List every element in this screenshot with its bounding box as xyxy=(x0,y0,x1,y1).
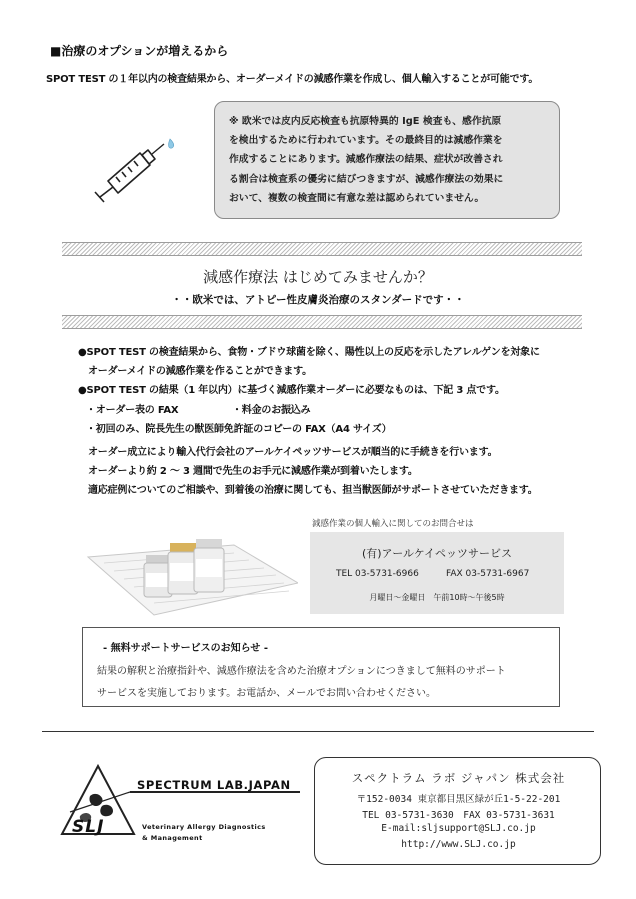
banner-title: 減感作療法 はじめてみませんか？ xyxy=(203,268,433,286)
logo-wordmark: SPECTRUM LAB.JAPAN xyxy=(137,778,291,792)
required-item: ・料金のお振込み xyxy=(232,405,311,416)
section-heading: ■治療のオプションが増えるから xyxy=(50,44,229,58)
syringe-icon xyxy=(92,135,184,203)
intro-text: SPOT TEST の１年以内の検査結果から、オーダーメイドの減感作業を作成し、個人輸入することが可能です。 xyxy=(46,74,539,85)
support-text: サービスを実施しております。お電話か、メールでお問い合わせください。 xyxy=(97,688,436,699)
hatched-divider-top xyxy=(62,242,582,256)
company-address: 〒152-0034 東京都目黒区緑が丘1-5-22-201 xyxy=(356,794,561,805)
note-box xyxy=(214,101,560,219)
contact-company: (有)アールケイペッツサービス xyxy=(361,547,513,560)
support-title: - 無料サポートサービスのお知らせ - xyxy=(103,643,268,654)
contact-fax: FAX 03-5731-6967 xyxy=(446,569,530,579)
footer-divider xyxy=(42,731,594,732)
company-name: スペクトラム ラボ ジャパン 株式会社 xyxy=(351,771,566,785)
company-telfax: TEL 03-5731-3630 FAX 03-5731-3631 xyxy=(362,810,555,821)
logo-tagline: & Management xyxy=(142,834,203,842)
company-email[interactable]: E-mail:sljsupport@SLJ.co.jp xyxy=(381,823,536,834)
contact-caption: 減感作業の個人輸入に関してのお問合せは xyxy=(312,519,474,529)
contact-box xyxy=(310,532,564,614)
company-address-box xyxy=(314,757,601,865)
detail-line: ●SPOT TEST の結果（1 年以内）に基づく減感作業オーダーに必要なものは、下記 3 点です。 xyxy=(78,385,505,396)
detail-line: オーダーメイドの減感作業を作ることができます。 xyxy=(88,366,312,377)
detail-line: オーダー成立により輸入代行会社のアールケイペッツサービスが順当的に手続きを行います。 xyxy=(88,447,498,458)
note-line: 作成することにあります。減感作療法の結果、症状が改善され xyxy=(229,154,503,166)
support-notice-box xyxy=(82,627,560,707)
required-item: ・初回のみ、院長先生の獣医師免許証のコピーの FAX（A4 サイズ） xyxy=(86,424,392,435)
company-url[interactable]: http://www.SLJ.co.jp xyxy=(401,839,516,850)
note-line: を検出するために行われています。その最終目的は減感作業を xyxy=(229,135,503,147)
required-item: ・オーダー表の FAX xyxy=(86,405,179,416)
detail-line: オーダーより約 2 ～ 3 週間で先生のお手元に減感作業が到着いたします。 xyxy=(88,466,418,477)
note-line: おいて、複数の検査間に有意な差は認められていません。 xyxy=(229,192,485,204)
hatched-divider-bottom xyxy=(62,315,582,329)
product-image xyxy=(84,523,298,616)
logo-tagline: Veterinary Allergy Diagnostics xyxy=(142,823,266,831)
detail-line: ●SPOT TEST の検査結果から、食物・ブドウ球菌を除く、陽性以上の反応を示したアレルゲンを対象に xyxy=(78,347,540,358)
note-line: ※ 欧米では皮内反応検査も抗原特異的 IgE 検査も、感作抗原 xyxy=(229,116,502,127)
banner-subtitle: ・・欧米では、アトピー性皮膚炎治療のスタンダードです・・ xyxy=(171,294,465,306)
contact-tel: TEL 03-5731-6966 xyxy=(336,569,419,579)
note-line: る割合は検査系の優劣に結びつきますが、減感作療法の効果に xyxy=(229,173,504,185)
logo-monogram: SLJ xyxy=(72,817,105,837)
support-text: 結果の解釈と治療指針や、減感作療法を含めた治療オプションにつきまして無料のサポート xyxy=(97,666,506,677)
detail-line: 適応症例についてのご相談や、到着後の治療に関しても、担当獣医師がサポートさせていただきます。 xyxy=(88,485,538,496)
contact-hours: 月曜日～金曜日 午前10時～午後5時 xyxy=(369,593,505,602)
